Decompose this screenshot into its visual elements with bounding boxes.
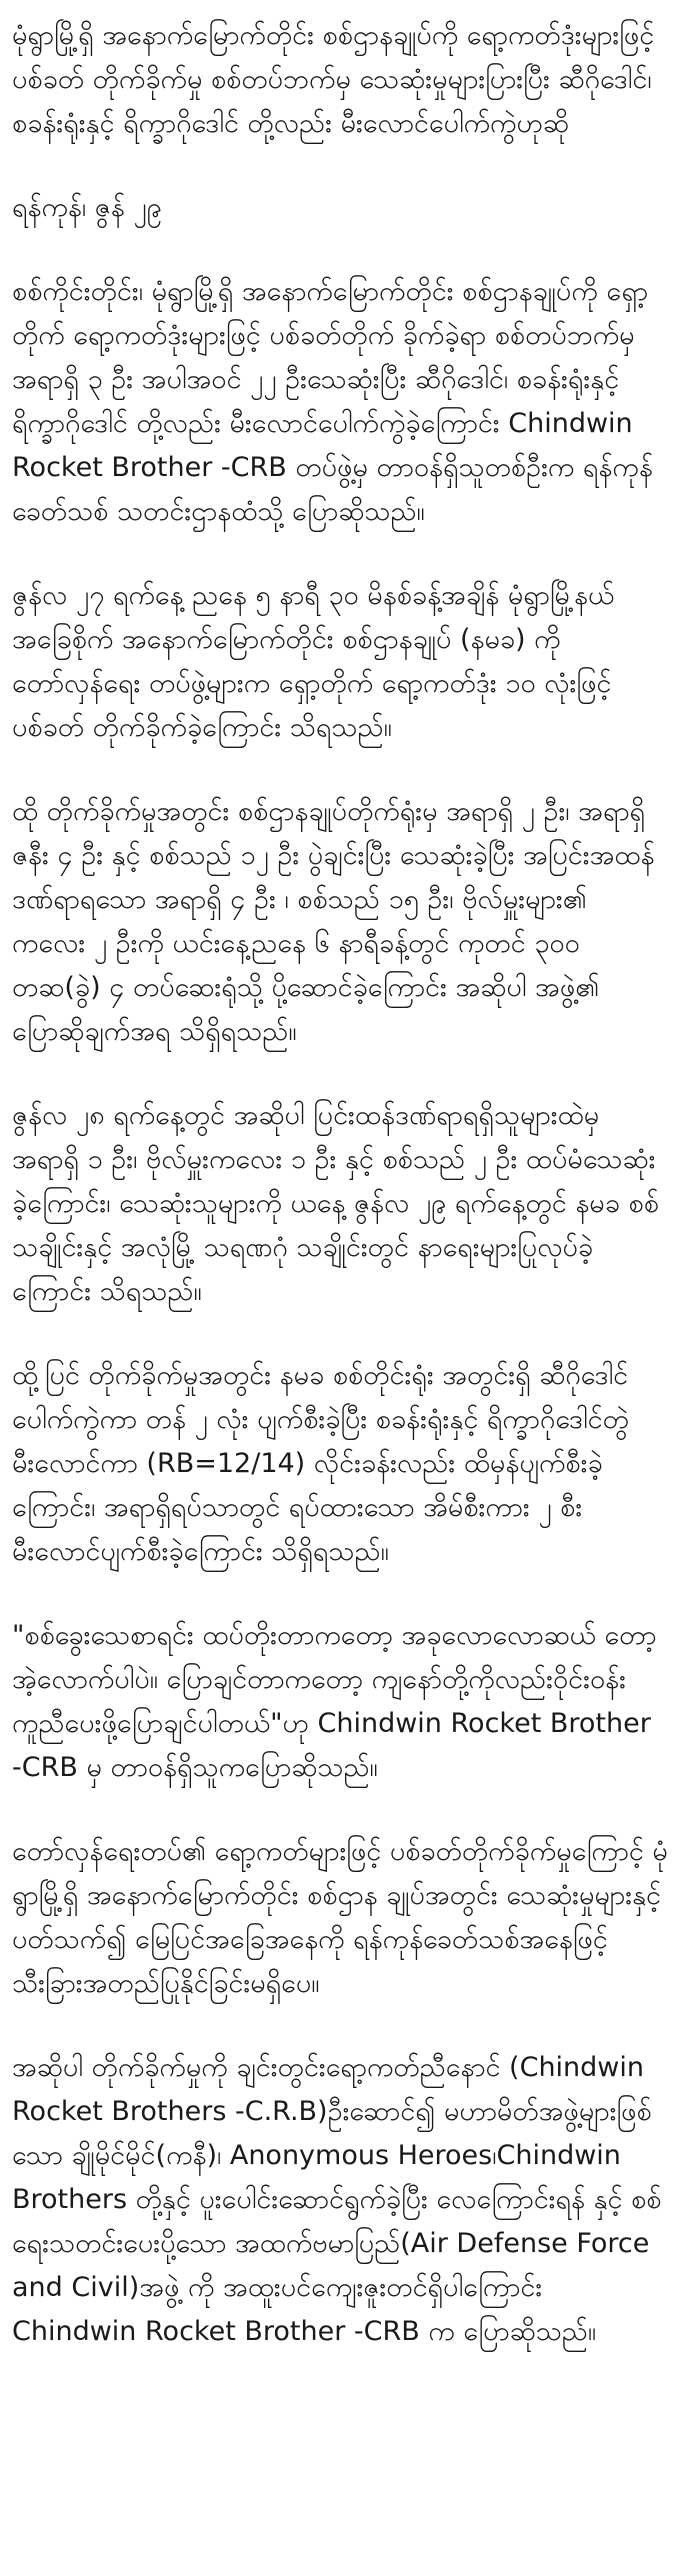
article-paragraph-1: စစ်ကိုင်းတိုင်း၊ မုံရွာမြို့ရှိ အနောက်မြောက်တိုင်း စစ်ဌာနချုပ်ကို ရှော့တိုက် ရော့ကတ်ဒုံးများဖြင့် ပစ်ခတ်တိုက် ခိုက်ခဲ့ရာ စစ်တပ်ဘက်မှ အရာရှိ ၃ ဦး အပါအဝင် ၂၂ ဦးသေဆုံးပြီး ဆီဂိုဒေါင်၊ စခန်းရုံးနှင့် ရိက္ခာဂိုဒေါင် တို့လည်း မီးလောင်ပေါက်ကွဲခဲ့ကြောင်း Chindwin Rocket Brother -CRB တပ်ဖွဲ့မှ တာဝန်ရှိသူတစ်ဦးက ရန်ကုန်ခေတ်သစ် သတင်းဌာနထံသို့ ပြောဆိုသည်။ [12, 276, 653, 527]
article-paragraph-6: "စစ်ခွေးသေစာရင်း ထပ်တိုးတာကတော့ အခုလောလောဆယ် တော့ အဲ့လောက်ပါပဲ။ ပြောချင်တာကတော့ ကျနော်တို့ကိုလည်းဝိုင်းဝန်းကူညီပေးဖို့ပြောချင်ပါတယ်"ဟု Chindwin Rocket Brother -CRB မှ တာဝန်ရှိသူကပြောဆိုသည်။ [12, 1620, 657, 1783]
article-headline: မုံရွာမြို့ရှိ အနောက်မြောက်တိုင်း စစ်ဌာနချုပ်ကို ရော့ကတ်ဒုံးများဖြင့် ပစ်ခတ် တိုက်ခိုက်မှု စစ်တပ်ဘက်မှ သေဆုံးမှုများပြားပြီး ဆီဂိုဒေါင်၊ စခန်းရုံးနှင့် ရိက္ခာဂိုဒေါင် တို့လည်း မီးလောင်ပေါက်ကွဲဟုဆို [12, 20, 655, 139]
article-paragraph-4: ဇွန်လ ၂၈ ရက်နေ့တွင် အဆိုပါ ပြင်းထန်ဒဏ်ရာရရှိသူများထဲမှ အရာရှိ ၁ ဦး၊ ဗိုလ်မှူးကလေး ၁ ဦး နှင့် စစ်သည် ၂ ဦး ထပ်မံသေဆုံးခဲ့ကြောင်း၊ သေဆုံးသူများကို ယနေ့ ဇွန်လ ၂၉ ရက်နေ့တွင် နမခ စစ်သချိုင်းနှင့် အလုံမြို့ သရဏဂုံ သချိုင်းတွင် နာရေးများပြုလုပ်ခဲ့ကြောင်း သိရသည်။ [12, 1100, 659, 1307]
article-dateline: ရန်ကုန်၊ ဇွန် ၂၉ [12, 192, 162, 223]
article-paragraph-5: ထို့ပြင် တိုက်ခိုက်မှုအတွင်း နမခ စစ်တိုင်းရုံး အတွင်းရှိ ဆီဂိုဒေါင် ပေါက်ကွဲကာ တန် ၂ လုံး ပျက်စီးခဲ့ပြီး စခန်းရုံးနှင့် ရိက္ခာဂိုဒေါင်တွဲမီးလောင်ကာ (RB=12/14) လိုင်းခန်းလည်း ထိမှန်ပျက်စီးခဲ့ကြောင်း၊ အရာရှိရပ်သာတွင် ရပ်ထားသော အိမ်စီးကား ၂ စီး မီးလောင်ပျက်စီးခဲ့ကြောင်း သိရှိရသည်။ [12, 1360, 629, 1567]
article-paragraph-7: တော်လှန်ရေးတပ်၏ ရော့ကတ်များဖြင့် ပစ်ခတ်တိုက်ခိုက်မှုကြောင့် မုံရွာမြို့ရှိ အနောက်မြောက်တိုင်း စစ်ဌာန ချုပ်အတွင်း သေဆုံးမှုများနှင့်ပတ်သက်၍ မြေပြင်အခြေအနေကို ရန်ကုန်ခေတ်သစ်အနေဖြင့် သီးခြားအတည်ပြုနိုင်ခြင်းမရှိပေ။ [12, 1836, 668, 1999]
article-paragraph-8: အဆိုပါ တိုက်ခိုက်မှုကို ချင်းတွင်းရော့ကတ်ညီနောင် (Chindwin Rocket Brothers -C.R.B)ဦးဆောင်၍ မဟာမိတ်အဖွဲ့များဖြစ်သော ချိုမိုင်မိုင်(ကနီ)၊ Anonymous Heroes၊Chindwin Brothers တို့နှင့် ပူးပေါင်းဆောင်ရွက်ခဲ့ပြီး လေကြောင်းရန် နှင့် စစ်ရေးသတင်းပေးပို့သော အထက်ဗမာပြည်(Air Defense Force and Civil)အဖွဲ့ ကို အထူးပင်ကျေးဇူးတင်ရှိပါကြောင်း Chindwin Rocket Brother -CRB က ပြောဆိုသည်။ [12, 2052, 662, 2347]
article-paragraph-3: ထို တိုက်ခိုက်မှုအတွင်း စစ်ဌာနချုပ်တိုက်ရုံးမှ အရာရှိ ၂ ဦး၊ အရာရှိ ဇနီး ၄ ဦး နှင့် စစ်သည် ၁၂ ဦး ပွဲချင်းပြီး သေဆုံးခဲ့ပြီး အပြင်းအထန်ဒဏ်ရာရသော အရာရှိ ၄ ဦး ၊ စစ်သည် ၁၅ ဦး၊ ဗိုလ်မှူးများ၏ ကလေး ၂ ဦးကို ယင်းနေ့ညနေ ၆ နာရီခန့်တွင် ကုတင် ၃၀၀ တဆ(ခွဲ) ၄ တပ်ဆေးရုံသို့ ပို့ဆောင်ခဲ့ကြောင်း အဆိုပါ အဖွဲ့၏ ပြောဆိုချက်အရ သိရှိရသည်။ [12, 796, 655, 1047]
article-paragraph-2: ဇွန်လ ၂၇ ရက်နေ့ ညနေ ၅ နာရီ ၃၀ မိနစ်ခန့်အချိန် မုံရွာမြို့နယ် အခြေစိုက် အနောက်မြောက်တိုင်း စစ်ဌာနချုပ် (နမခ) ကို တော်လှန်ရေး တပ်ဖွဲ့များက ရှော့တိုက် ရော့ကတ်ဒုံး ၁၀ လုံးဖြင့် ပစ်ခတ် တိုက်ခိုက်ခဲ့ကြောင်း သိရသည်။ [12, 580, 615, 743]
